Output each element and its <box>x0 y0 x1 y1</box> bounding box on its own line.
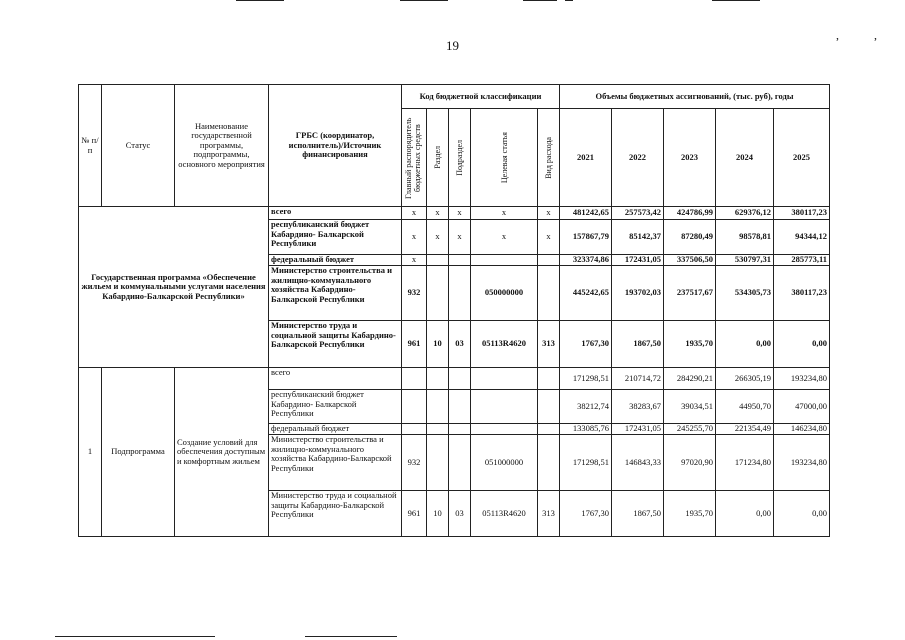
kbk-cell: х <box>538 220 560 255</box>
kbk-cell: х <box>471 220 538 255</box>
kbk-cell <box>538 424 560 435</box>
header-year: 2021 <box>560 109 612 207</box>
header-year: 2024 <box>716 109 774 207</box>
kbk-cell: 03 <box>449 321 471 368</box>
kbk-cell: 10 <box>427 491 449 537</box>
scan-line <box>523 0 557 1</box>
value-cell: 98578,81 <box>716 220 774 255</box>
table-row <box>79 207 830 220</box>
header-year: 2023 <box>664 109 716 207</box>
value-cell: 285773,11 <box>774 255 830 266</box>
scan-line <box>305 636 397 637</box>
kbk-cell <box>449 368 471 390</box>
value-cell: 1935,70 <box>664 321 716 368</box>
kbk-cell: х <box>402 207 427 220</box>
value-cell: 172431,05 <box>612 255 664 266</box>
source-cell: всего <box>269 368 402 390</box>
source-cell: федеральный бюджет <box>269 424 402 435</box>
value-cell: 424786,99 <box>664 207 716 220</box>
scan-line <box>55 636 215 637</box>
kbk-cell: х <box>449 220 471 255</box>
kbk-cell: 03 <box>449 491 471 537</box>
value-cell: 380117,23 <box>774 266 830 321</box>
kbk-cell <box>538 435 560 491</box>
scan-line <box>236 0 284 1</box>
value-cell: 38283,67 <box>612 390 664 424</box>
value-cell: 44950,70 <box>716 390 774 424</box>
header-kbk-col: Главный распорядитель бюджетных средств <box>402 109 427 207</box>
value-cell: 1867,50 <box>612 321 664 368</box>
kbk-cell <box>427 266 449 321</box>
kbk-cell: х <box>427 220 449 255</box>
value-cell: 0,00 <box>774 321 830 368</box>
value-cell: 1867,50 <box>612 491 664 537</box>
value-cell: 193234,80 <box>774 435 830 491</box>
source-cell: республиканский бюджет Кабардино- Балкарской Республики <box>269 390 402 424</box>
value-cell: 445242,65 <box>560 266 612 321</box>
value-cell: 0,00 <box>716 321 774 368</box>
kbk-cell: х <box>449 207 471 220</box>
value-cell: 481242,65 <box>560 207 612 220</box>
kbk-cell: 05113R4620 <box>471 491 538 537</box>
kbk-cell <box>402 390 427 424</box>
value-cell: 94344,12 <box>774 220 830 255</box>
value-cell: 629376,12 <box>716 207 774 220</box>
source-cell: Министерство труда и социальной защиты Кабардино-Балкарской Республики <box>269 321 402 368</box>
header-kbk-col: Подраздел <box>449 109 471 207</box>
value-cell: 38212,74 <box>560 390 612 424</box>
header-kbk-group: Код бюджетной классификации <box>402 85 560 109</box>
kbk-cell <box>471 255 538 266</box>
kbk-cell <box>538 266 560 321</box>
source-cell: Министерство строительства и жилищно-коммунального хозяйства Кабардино-Балкарской Республики <box>269 435 402 491</box>
kbk-cell: 961 <box>402 491 427 537</box>
value-cell: 1935,70 <box>664 491 716 537</box>
kbk-cell: 05113R4620 <box>471 321 538 368</box>
source-cell: Министерство строительства и жилищно-коммунального хозяйства Кабардино-Балкарской Республики <box>269 266 402 321</box>
header-kbk-col: Целевая статья <box>471 109 538 207</box>
kbk-cell <box>449 424 471 435</box>
value-cell: 133085,76 <box>560 424 612 435</box>
source-cell: Министерство труда и социальной защиты Кабардино-Балкарской Республики <box>269 491 402 537</box>
kbk-cell: 313 <box>538 321 560 368</box>
kbk-cell <box>427 390 449 424</box>
table-row <box>79 368 830 390</box>
value-cell: 1767,30 <box>560 321 612 368</box>
scan-line <box>565 0 573 1</box>
value-cell: 85142,37 <box>612 220 664 255</box>
value-cell: 380117,23 <box>774 207 830 220</box>
value-cell: 530797,31 <box>716 255 774 266</box>
kbk-cell <box>471 368 538 390</box>
kbk-cell: х <box>402 220 427 255</box>
source-cell: всего <box>269 207 402 220</box>
kbk-cell: 961 <box>402 321 427 368</box>
subprogram-status: Подпрограмма <box>102 368 175 537</box>
value-cell: 171234,80 <box>716 435 774 491</box>
page-number: 19 <box>446 38 459 53</box>
kbk-cell <box>449 435 471 491</box>
source-cell: федеральный бюджет <box>269 255 402 266</box>
value-cell: 337506,50 <box>664 255 716 266</box>
value-cell: 0,00 <box>716 491 774 537</box>
kbk-cell <box>538 390 560 424</box>
value-cell: 172431,05 <box>612 424 664 435</box>
subprogram-num: 1 <box>79 368 102 537</box>
header-num: № п/п <box>79 85 102 207</box>
header-year: 2022 <box>612 109 664 207</box>
header-volumes-group: Объемы бюджетных ассигнований, (тыс. руб), годы <box>560 85 830 109</box>
value-cell: 47000,00 <box>774 390 830 424</box>
value-cell: 39034,51 <box>664 390 716 424</box>
kbk-cell: х <box>538 207 560 220</box>
kbk-cell: 050000000 <box>471 266 538 321</box>
kbk-cell <box>449 266 471 321</box>
kbk-cell: 932 <box>402 266 427 321</box>
header-name: Наименование государственной программы, подпрограммы, основного мероприятия <box>175 85 269 207</box>
value-cell: 171298,51 <box>560 368 612 390</box>
value-cell: 257573,42 <box>612 207 664 220</box>
header-grbs: ГРБС (координатор, исполнитель)/Источник финансирования <box>269 85 402 207</box>
value-cell: 146843,33 <box>612 435 664 491</box>
value-cell: 210714,72 <box>612 368 664 390</box>
header-status: Статус <box>102 85 175 207</box>
kbk-cell <box>449 255 471 266</box>
value-cell: 171298,51 <box>560 435 612 491</box>
kbk-cell: 10 <box>427 321 449 368</box>
value-cell: 193702,03 <box>612 266 664 321</box>
value-cell: 87280,49 <box>664 220 716 255</box>
kbk-cell <box>471 390 538 424</box>
value-cell: 221354,49 <box>716 424 774 435</box>
value-cell: 157867,79 <box>560 220 612 255</box>
kbk-cell: 932 <box>402 435 427 491</box>
header-year: 2025 <box>774 109 830 207</box>
kbk-cell <box>427 435 449 491</box>
program-title: Государственная программа «Обеспечение жильем и коммунальными услугами населения Кабардино-Балкарской Республики» <box>79 207 269 368</box>
header-kbk-col: Раздел <box>427 109 449 207</box>
kbk-cell <box>427 368 449 390</box>
value-cell: 1767,30 <box>560 491 612 537</box>
scan-line <box>712 0 760 1</box>
kbk-cell: х <box>402 255 427 266</box>
kbk-cell <box>471 424 538 435</box>
corner-mark: , <box>836 28 839 42</box>
budget-table <box>78 84 830 537</box>
kbk-cell <box>427 255 449 266</box>
kbk-cell <box>402 424 427 435</box>
value-cell: 323374,86 <box>560 255 612 266</box>
value-cell: 0,00 <box>774 491 830 537</box>
value-cell: 534305,73 <box>716 266 774 321</box>
value-cell: 266305,19 <box>716 368 774 390</box>
header-kbk-col: Вид расхода <box>538 109 560 207</box>
scan-line <box>400 0 448 1</box>
kbk-cell <box>538 255 560 266</box>
kbk-cell: 313 <box>538 491 560 537</box>
value-cell: 97020,90 <box>664 435 716 491</box>
kbk-cell <box>402 368 427 390</box>
value-cell: 146234,80 <box>774 424 830 435</box>
kbk-cell <box>427 424 449 435</box>
corner-mark: , <box>874 28 877 42</box>
kbk-cell: 051000000 <box>471 435 538 491</box>
kbk-cell: х <box>471 207 538 220</box>
kbk-cell <box>538 368 560 390</box>
kbk-cell <box>449 390 471 424</box>
value-cell: 245255,70 <box>664 424 716 435</box>
value-cell: 284290,21 <box>664 368 716 390</box>
source-cell: республиканский бюджет Кабардино- Балкарской Республики <box>269 220 402 255</box>
value-cell: 237517,67 <box>664 266 716 321</box>
kbk-cell: х <box>427 207 449 220</box>
subprogram-name: Создание условий для обеспечения доступным и комфортным жильем <box>175 368 269 537</box>
value-cell: 193234,80 <box>774 368 830 390</box>
